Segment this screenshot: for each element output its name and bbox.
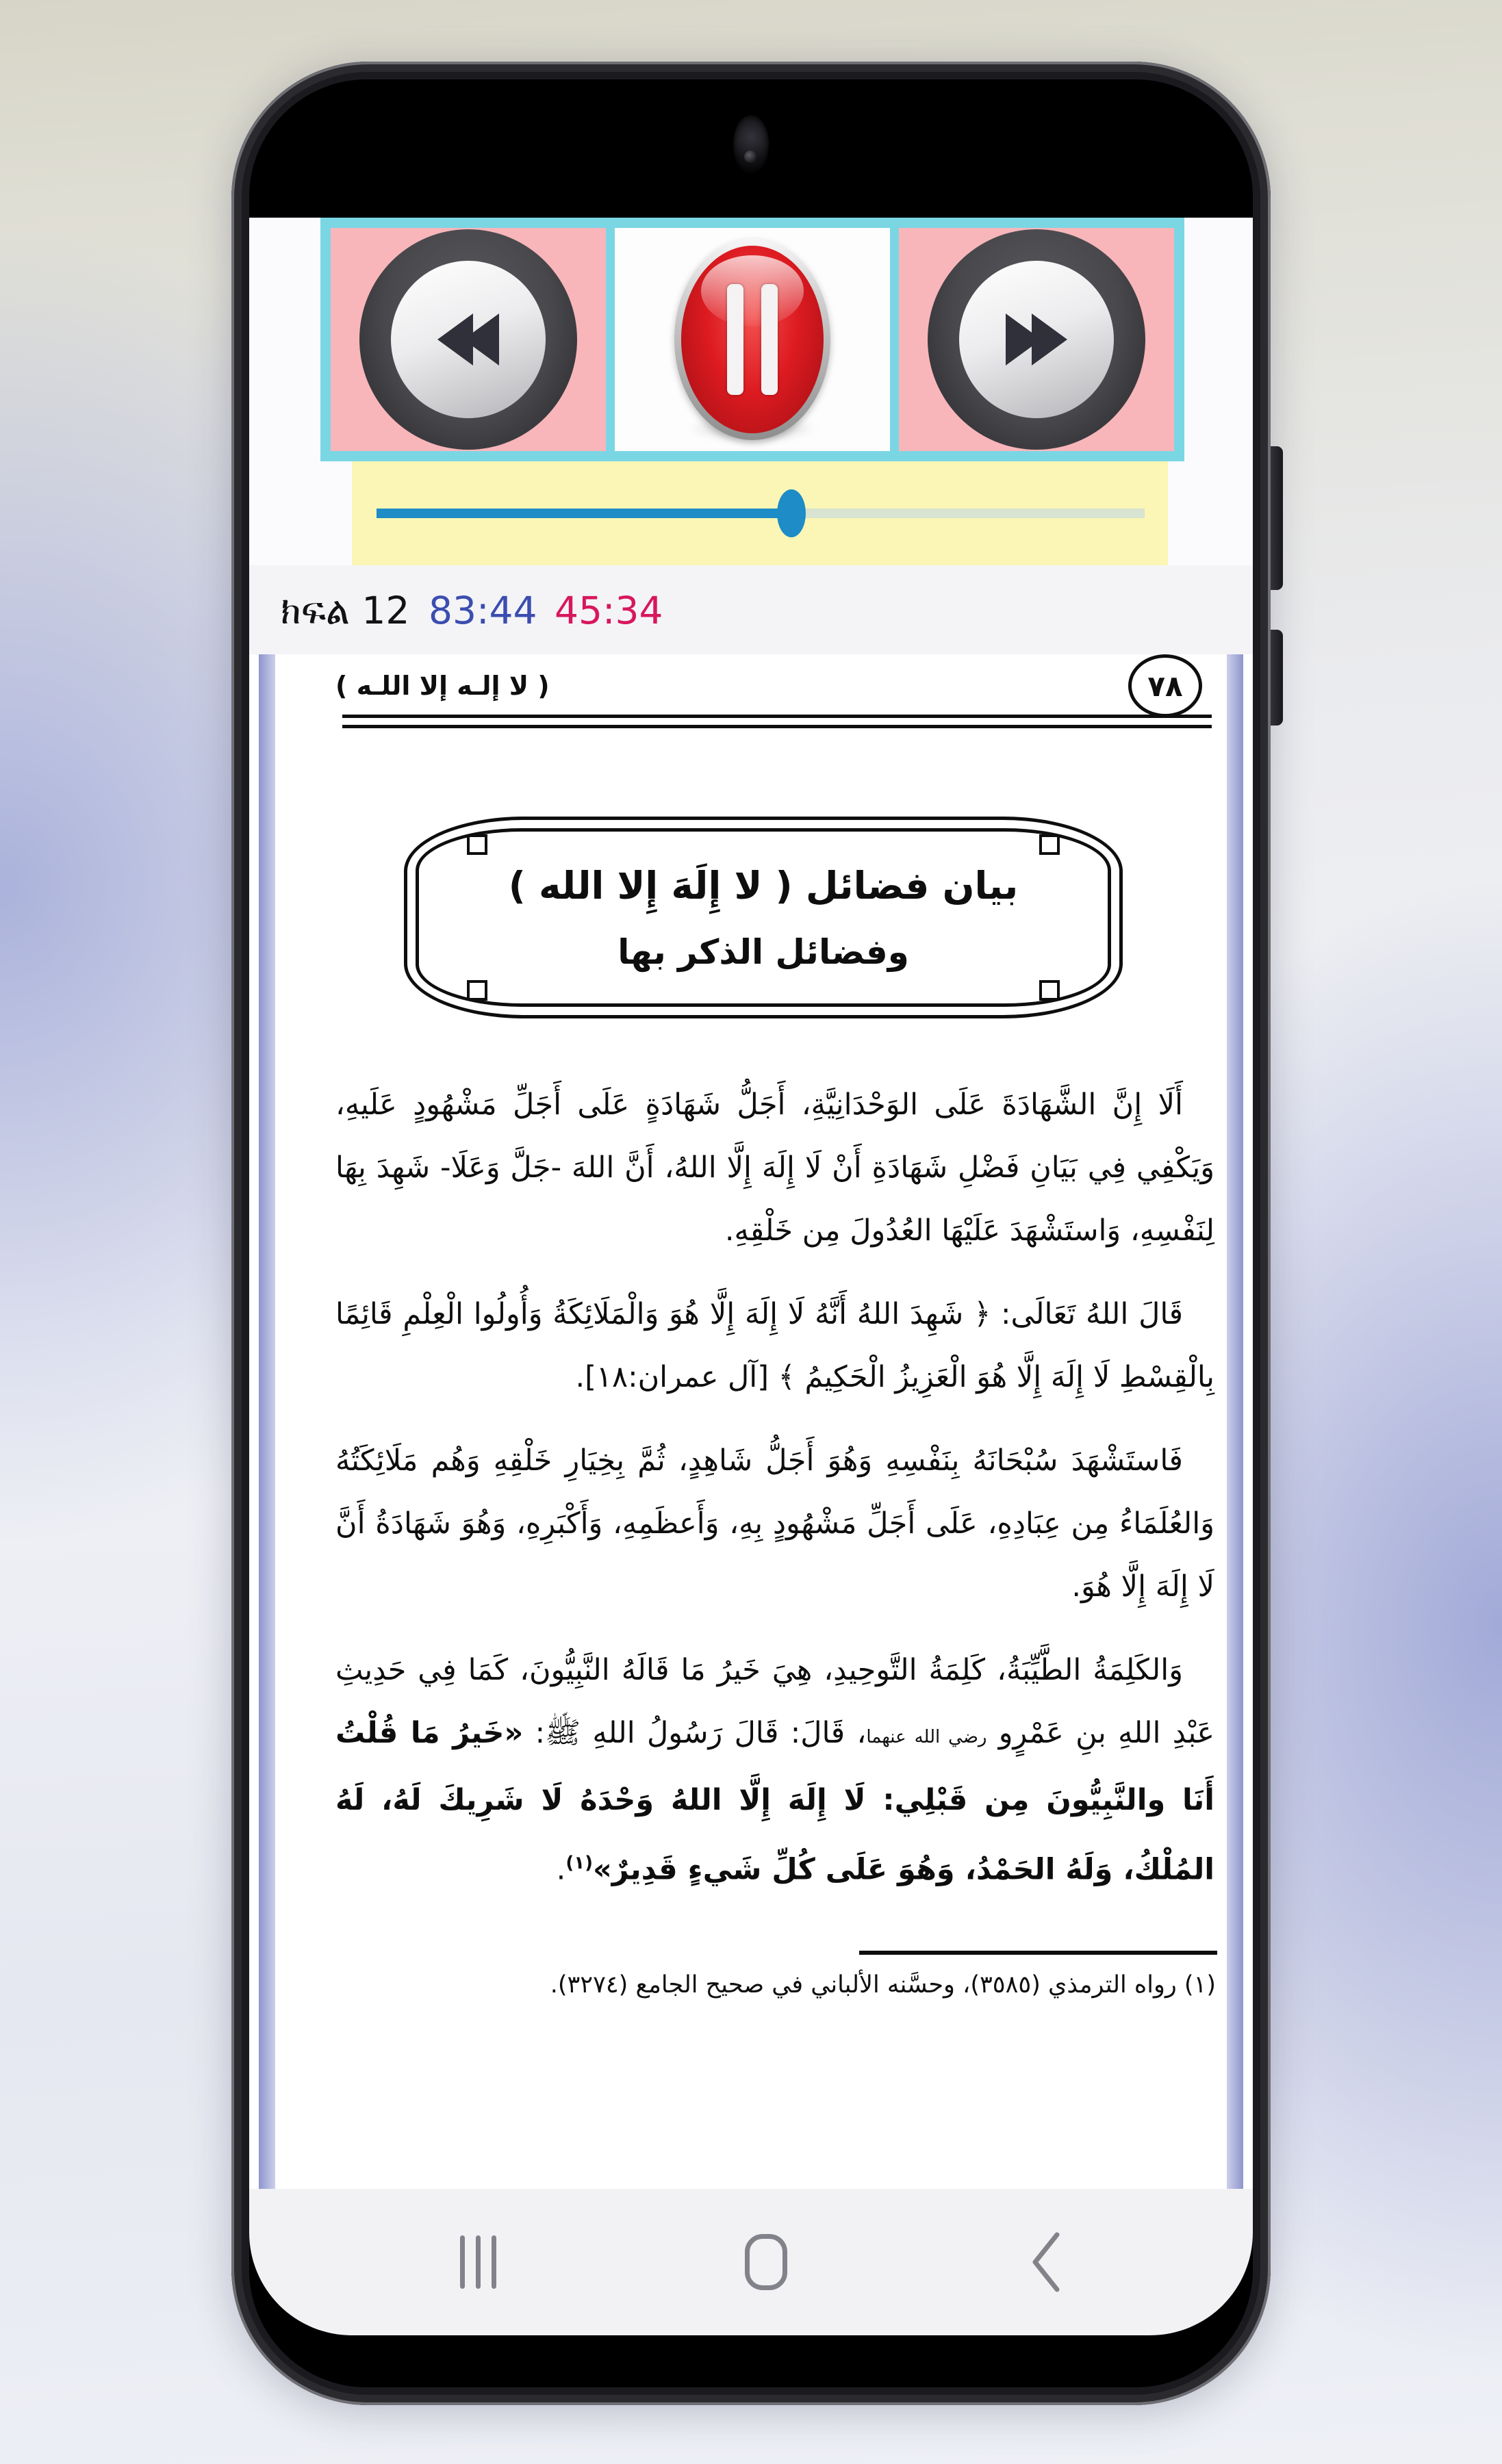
page-number-badge: ٧٨: [1128, 654, 1202, 717]
fast-forward-button[interactable]: [928, 229, 1145, 450]
document-viewer[interactable]: [249, 654, 1253, 2189]
front-camera-icon: [733, 115, 769, 174]
honorific-mark: رضي الله عنهما: [866, 1727, 987, 1747]
footnote-divider: [859, 1951, 1217, 1955]
fast-forward-icon: [1006, 313, 1067, 365]
episode-label: ክፍል 12: [281, 589, 410, 632]
recents-icon: [460, 2235, 465, 2289]
recents-button[interactable]: [460, 2189, 496, 2335]
header-divider: [342, 715, 1212, 728]
paragraph-4: وَالكَلِمَةُ الطَّيِّبَةُ، كَلِمَةُ التَّوحِيدِ، هِيَ خَيرُ مَا قَالَهُ النَّبِيُّونَ، كَمَا فِي حَدِيثِ عَبْدِ اللهِ بنِ عَمْرٍو رضي الله عنهما، قَالَ: قَالَ رَسُولُ اللهِ ﷺ: «خَيرُ مَا قُلْتُ أَنَا والنَّبِيُّونَ مِن قَبْلِي: لَا إِلَهَ إِلَّا اللهُ وَحْدَهُ لَا شَرِيكَ لَهُ، لَهُ المُلْكُ، وَلَهُ الحَمْدُ، وَهُوَ عَلَى كُلِّ شَيءٍ قَدِيرٌ»$^{(١)}$.: [335, 1653, 1214, 1887]
pause-icon: [681, 246, 824, 433]
quran-verse: ﴿ شَهِدَ اللهُ أَنَّهُ لَا إِلَهَ إِلَّا هُوَ وَالْمَلَائِكَةُ وَأُولُوا الْعِلْمِ قَائِمًا بِالْقِسْطِ لَا إِلَهَ إِلَّا هُوَ الْعَزِيزُ الْحَكِيمُ ﴾: [335, 1297, 1214, 1394]
footnote-reference: (١): [565, 1853, 593, 1873]
phone-screen: [249, 79, 1253, 2387]
phone-frame: [231, 62, 1271, 2405]
paragraph-3: فَاستَشْهَدَ سُبْحَانَهُ بِنَفْسِهِ وَهُوَ أَجَلُّ شَاهِدٍ، ثُمَّ بِخِيَارِ خَلْقِهِ وَهُم مَلَائِكَتُهُ وَالعُلَمَاءُ مِن عِبَادِهِ، عَلَى أَجَلِّ مَشْهُودٍ بِهِ، وَأَعظَمِهِ، وَأَكْبَرِهِ، وَهُوَ شَهَادَةُ أَنَّ لَا إِلَهَ إِلَّا هُوَ.: [335, 1443, 1214, 1604]
top-bezel: [249, 79, 1253, 218]
seek-bar-progress: [377, 509, 791, 518]
camera-lens: [744, 151, 756, 163]
home-button[interactable]: [745, 2189, 787, 2335]
paragraph-1: أَلَا إِنَّ الشَّهَادَةَ عَلَى الوَحْدَانِيَّةِ، أَجَلُّ شَهَادَةٍ عَلَى أَجَلِّ مَشْهُودٍ عَلَيهِ، وَيَكْفِي فِي بَيَانِ فَضْلِ شَهَادَةِ أَنْ لَا إِلَهَ إِلَّا اللهُ، أَنَّ اللهَ -جَلَّ وَعَلَا- شَهِدَ بِهَا لِنَفْسِهِ، وَاستَشْهَدَ عَلَيْهَا العُدُولَ مِن خَلْقِهِ.: [335, 1088, 1214, 1248]
pause-panel: [615, 228, 890, 451]
seek-bar-track[interactable]: [377, 509, 1145, 518]
fast-forward-panel: [899, 228, 1174, 451]
home-icon: [745, 2234, 787, 2290]
page-right-edge: [1227, 654, 1243, 2189]
verse-reference: [آل عمران:١٨].: [575, 1360, 778, 1394]
time-info-row: [249, 565, 1253, 654]
rewind-panel: [331, 228, 606, 451]
chapter-title-line2: وفضائل الذكر بها: [618, 932, 909, 972]
seek-bar-thumb[interactable]: [777, 489, 806, 537]
android-nav-bar: [249, 2189, 1253, 2335]
body-text: [335, 1073, 1214, 1921]
pause-button[interactable]: [674, 239, 830, 440]
chapter-title-line1: بيان فضائل ( لا إِلَهَ إِلا الله ): [508, 863, 1019, 908]
media-controls: [320, 218, 1184, 461]
rewind-icon: [437, 313, 499, 365]
rewind-button-face: [391, 261, 546, 418]
hadith-quote: «خَيرُ مَا قُلْتُ أَنَا والنَّبِيُّونَ مِن قَبْلِي: لَا إِلَهَ إِلَّا اللهُ وَحْدَهُ لَا شَرِيكَ لَهُ، لَهُ المُلْكُ، وَلَهُ الحَمْدُ، وَهُوَ عَلَى كُلِّ شَيءٍ قَدِيرٌ»: [335, 1716, 1214, 1887]
back-button[interactable]: [1030, 2189, 1061, 2335]
seek-bar-area: [352, 461, 1168, 565]
book-page: [275, 654, 1227, 2189]
chapter-title: [404, 817, 1123, 1018]
fast-forward-button-face: [959, 261, 1114, 418]
page-left-edge: [259, 654, 275, 2189]
back-icon: [1030, 2231, 1061, 2294]
paragraph-2: قَالَ اللهُ تَعَالَى: ﴿ شَهِدَ اللهُ أَنَّهُ لَا إِلَهَ إِلَّا هُوَ وَالْمَلَائِكَةُ وَأُولُوا الْعِلْمِ قَائِمًا بِالْقِسْطِ لَا إِلَهَ إِلَّا هُوَ الْعَزِيزُ الْحَكِيمُ ﴾ [آل عمران:١٨].: [335, 1297, 1214, 1394]
running-header: ( لا إلـه إلا اللـه ): [335, 671, 550, 701]
total-time: 83:44: [429, 589, 537, 632]
current-time: 45:34: [555, 589, 663, 632]
footnote-text: (١) رواه الترمذي (٣٥٨٥)، وحسَّنه الألباني في صحيح الجامع (٣٢٧٤).: [550, 1971, 1216, 1999]
rewind-button[interactable]: [359, 229, 577, 450]
chapter-title-frame: [404, 817, 1123, 1018]
